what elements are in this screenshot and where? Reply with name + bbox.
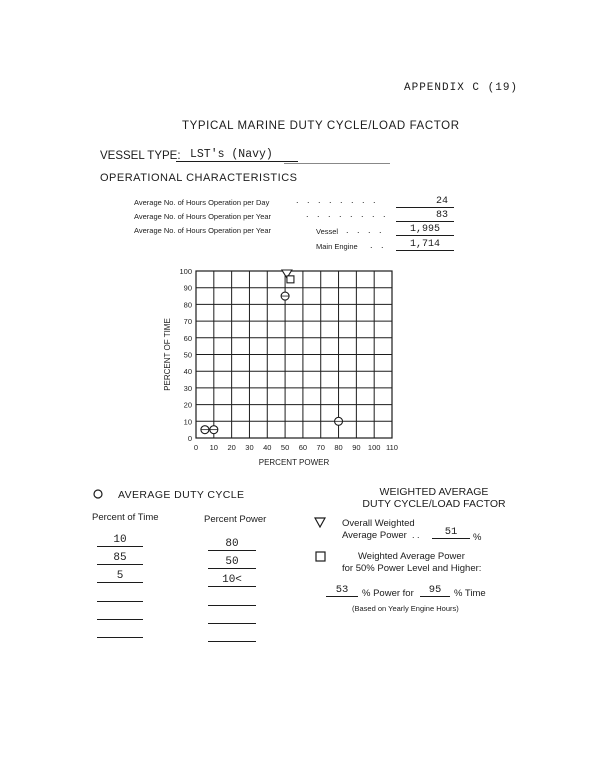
col-percent-power: Percent Power xyxy=(204,514,267,525)
x-tick-label: 10 xyxy=(209,443,218,452)
blank-line xyxy=(97,606,143,620)
x-tick-label: 70 xyxy=(316,443,325,452)
vessel-type-label: VESSEL TYPE: xyxy=(100,150,181,162)
data-point-square xyxy=(287,276,294,283)
blank-line xyxy=(208,628,256,642)
overall-unit: % xyxy=(473,532,482,543)
blank-line xyxy=(208,592,256,606)
x-tick-label: 110 xyxy=(386,443,398,452)
time-level-value: 95 xyxy=(420,584,450,597)
weighted-heading-1: WEIGHTED AVERAGE xyxy=(379,486,489,498)
open-circle-icon xyxy=(92,488,104,500)
y-tick-label: 40 xyxy=(183,367,192,377)
y-tick-label: 60 xyxy=(183,333,192,343)
triangle-down-icon xyxy=(314,517,326,528)
blank-line xyxy=(97,624,143,638)
power-value: 50 xyxy=(208,556,256,569)
time-value: 85 xyxy=(97,552,143,565)
x-tick-label: 50 xyxy=(280,443,290,452)
leader-dots: . . xyxy=(412,530,420,540)
power-for-text: % Power for xyxy=(362,588,414,599)
blank-line xyxy=(208,610,256,624)
based-on-note: (Based on Yearly Engine Hours) xyxy=(352,604,459,613)
y-tick-label: 50 xyxy=(183,350,192,360)
x-tick-label: 100 xyxy=(367,443,381,452)
high-power-line2: for 50% Power Level and Higher: xyxy=(342,563,482,574)
overall-weighted-line2: Average Power xyxy=(342,530,407,541)
time-value: 10 xyxy=(97,534,143,547)
appendix-label: APPENDIX C (19) xyxy=(404,82,519,94)
leader-dots: . . . . . . . . xyxy=(306,209,389,219)
power-level-value: 53 xyxy=(326,584,358,597)
y-tick-label: 0 xyxy=(187,434,192,443)
x-axis-label: PERCENT POWER xyxy=(258,458,330,467)
hours-per-year-label: Average No. of Hours Operation per Year xyxy=(134,212,272,221)
y-tick-label: 90 xyxy=(183,283,192,293)
square-icon xyxy=(315,551,326,562)
x-tick-label: 80 xyxy=(334,443,343,452)
weighted-heading-2: DUTY CYCLE/LOAD FACTOR xyxy=(362,498,506,510)
leader-dots: . . . . xyxy=(346,225,385,235)
y-tick-label: 10 xyxy=(183,417,192,427)
y-tick-label: 20 xyxy=(183,400,192,410)
y-tick-label: 80 xyxy=(183,300,192,310)
x-tick-label: 20 xyxy=(227,443,236,452)
y-tick-label: 30 xyxy=(183,383,192,393)
x-tick-label: 90 xyxy=(352,443,361,452)
power-value: 80 xyxy=(208,538,256,551)
leader-dots: . . xyxy=(370,240,387,250)
time-value: 5 xyxy=(97,570,143,583)
col-percent-time: Percent of Time xyxy=(92,512,159,523)
vessel-type-value: LST's (Navy) xyxy=(176,148,298,162)
operational-heading: OPERATIONAL CHARACTERISTICS xyxy=(100,172,298,184)
vessel-label: Vessel xyxy=(316,227,339,236)
main-engine-value: 1,714 xyxy=(396,239,454,251)
x-tick-label: 0 xyxy=(193,443,199,452)
time-text: % Time xyxy=(454,588,486,599)
vessel-value: 1,995 xyxy=(396,224,454,236)
main-engine-label: Main Engine xyxy=(316,242,358,251)
high-power-line1: Weighted Average Power xyxy=(358,551,465,562)
x-tick-label: 60 xyxy=(298,443,308,452)
x-tick-label: 40 xyxy=(263,443,272,452)
overall-weighted-line1: Overall Weighted xyxy=(342,518,415,529)
power-value: 10< xyxy=(208,574,256,587)
y-tick-label: 100 xyxy=(179,267,192,276)
blank-line xyxy=(97,588,143,602)
x-tick-label: 30 xyxy=(245,443,254,452)
page-title: TYPICAL MARINE DUTY CYCLE/LOAD FACTOR xyxy=(182,120,460,132)
duty-cycle-heading: AVERAGE DUTY CYCLE xyxy=(118,489,245,501)
leader-dots: . . . . . . . . xyxy=(296,195,379,205)
y-tick-label: 70 xyxy=(183,317,192,327)
hours-per-day-value: 24 xyxy=(396,196,454,208)
overall-weighted-value: 51 xyxy=(432,526,470,539)
y-axis-label: PERCENT OF TIME xyxy=(163,318,172,391)
hours-per-year-value: 83 xyxy=(396,210,454,222)
hours-per-day-label: Average No. of Hours Operation per Day xyxy=(134,198,270,207)
hours-per-year2-label: Average No. of Hours Operation per Year xyxy=(134,226,272,235)
